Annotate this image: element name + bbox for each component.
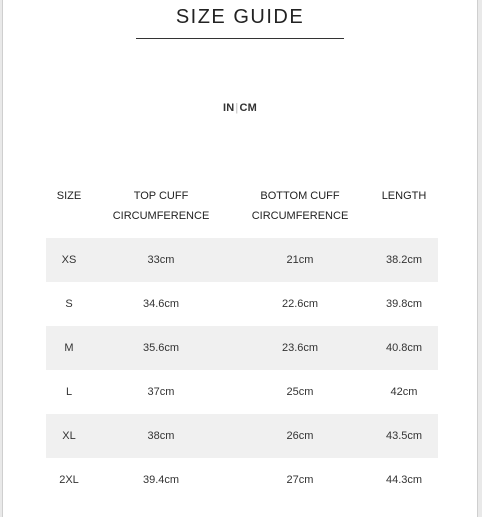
size-guide-modal: [2, 0, 478, 517]
cell-bottom-cuff: 23.6cm: [230, 326, 370, 370]
title-area: [3, 4, 477, 39]
cell-length: 43.5cm: [370, 414, 438, 458]
cell-length: 40.8cm: [370, 326, 438, 370]
table-row: [46, 458, 438, 502]
header-bottom-cuff-line1: BOTTOM CUFF: [260, 190, 340, 202]
size-table: [46, 186, 438, 502]
table-header-row: [46, 186, 438, 238]
table-row: [46, 238, 438, 282]
cell-size: L: [65, 386, 73, 398]
cell-bottom-cuff: 26cm: [230, 414, 370, 458]
cell-size: XS: [46, 238, 92, 282]
table-row: [46, 282, 438, 326]
cell-top-cuff: 38cm: [92, 414, 230, 458]
cell-top-cuff: 33cm: [92, 238, 230, 282]
header-length: [370, 186, 438, 238]
header-length-label: LENGTH: [381, 190, 427, 202]
cell-top-cuff: 39.4cm: [142, 474, 180, 486]
table-row: [46, 414, 438, 458]
cell-size: S: [65, 298, 73, 310]
header-top-cuff-line2: CIRCUMFERENCE: [112, 210, 210, 222]
cell-bottom-cuff: 22.6cm: [281, 298, 319, 310]
cell-bottom-cuff: 21cm: [230, 238, 370, 282]
table-row: [46, 370, 438, 414]
cell-length: 39.8cm: [385, 298, 423, 310]
cell-top-cuff: 35.6cm: [92, 326, 230, 370]
cell-length: 38.2cm: [370, 238, 438, 282]
unit-cm-option[interactable]: CM: [239, 102, 257, 114]
cell-length: 42cm: [390, 386, 418, 398]
table-row: [46, 326, 438, 370]
unit-separator: |: [235, 102, 239, 114]
header-size: [46, 186, 92, 238]
cell-bottom-cuff: 25cm: [286, 386, 314, 398]
cell-size: XL: [46, 414, 92, 458]
cell-top-cuff: 37cm: [147, 386, 175, 398]
unit-toggle: [3, 102, 477, 114]
header-bottom-cuff: [230, 186, 370, 238]
cell-size: M: [46, 326, 92, 370]
header-bottom-cuff-line2: CIRCUMFERENCE: [251, 210, 349, 222]
unit-inch-option[interactable]: IN: [223, 102, 235, 114]
cell-length: 44.3cm: [385, 474, 423, 486]
cell-bottom-cuff: 27cm: [286, 474, 314, 486]
cell-size: 2XL: [59, 474, 79, 486]
page-title: SIZE GUIDE: [136, 4, 344, 39]
header-top-cuff: [92, 186, 230, 238]
cell-top-cuff: 34.6cm: [142, 298, 180, 310]
header-top-cuff-line1: TOP CUFF: [133, 190, 189, 202]
header-size-label: SIZE: [56, 190, 82, 202]
